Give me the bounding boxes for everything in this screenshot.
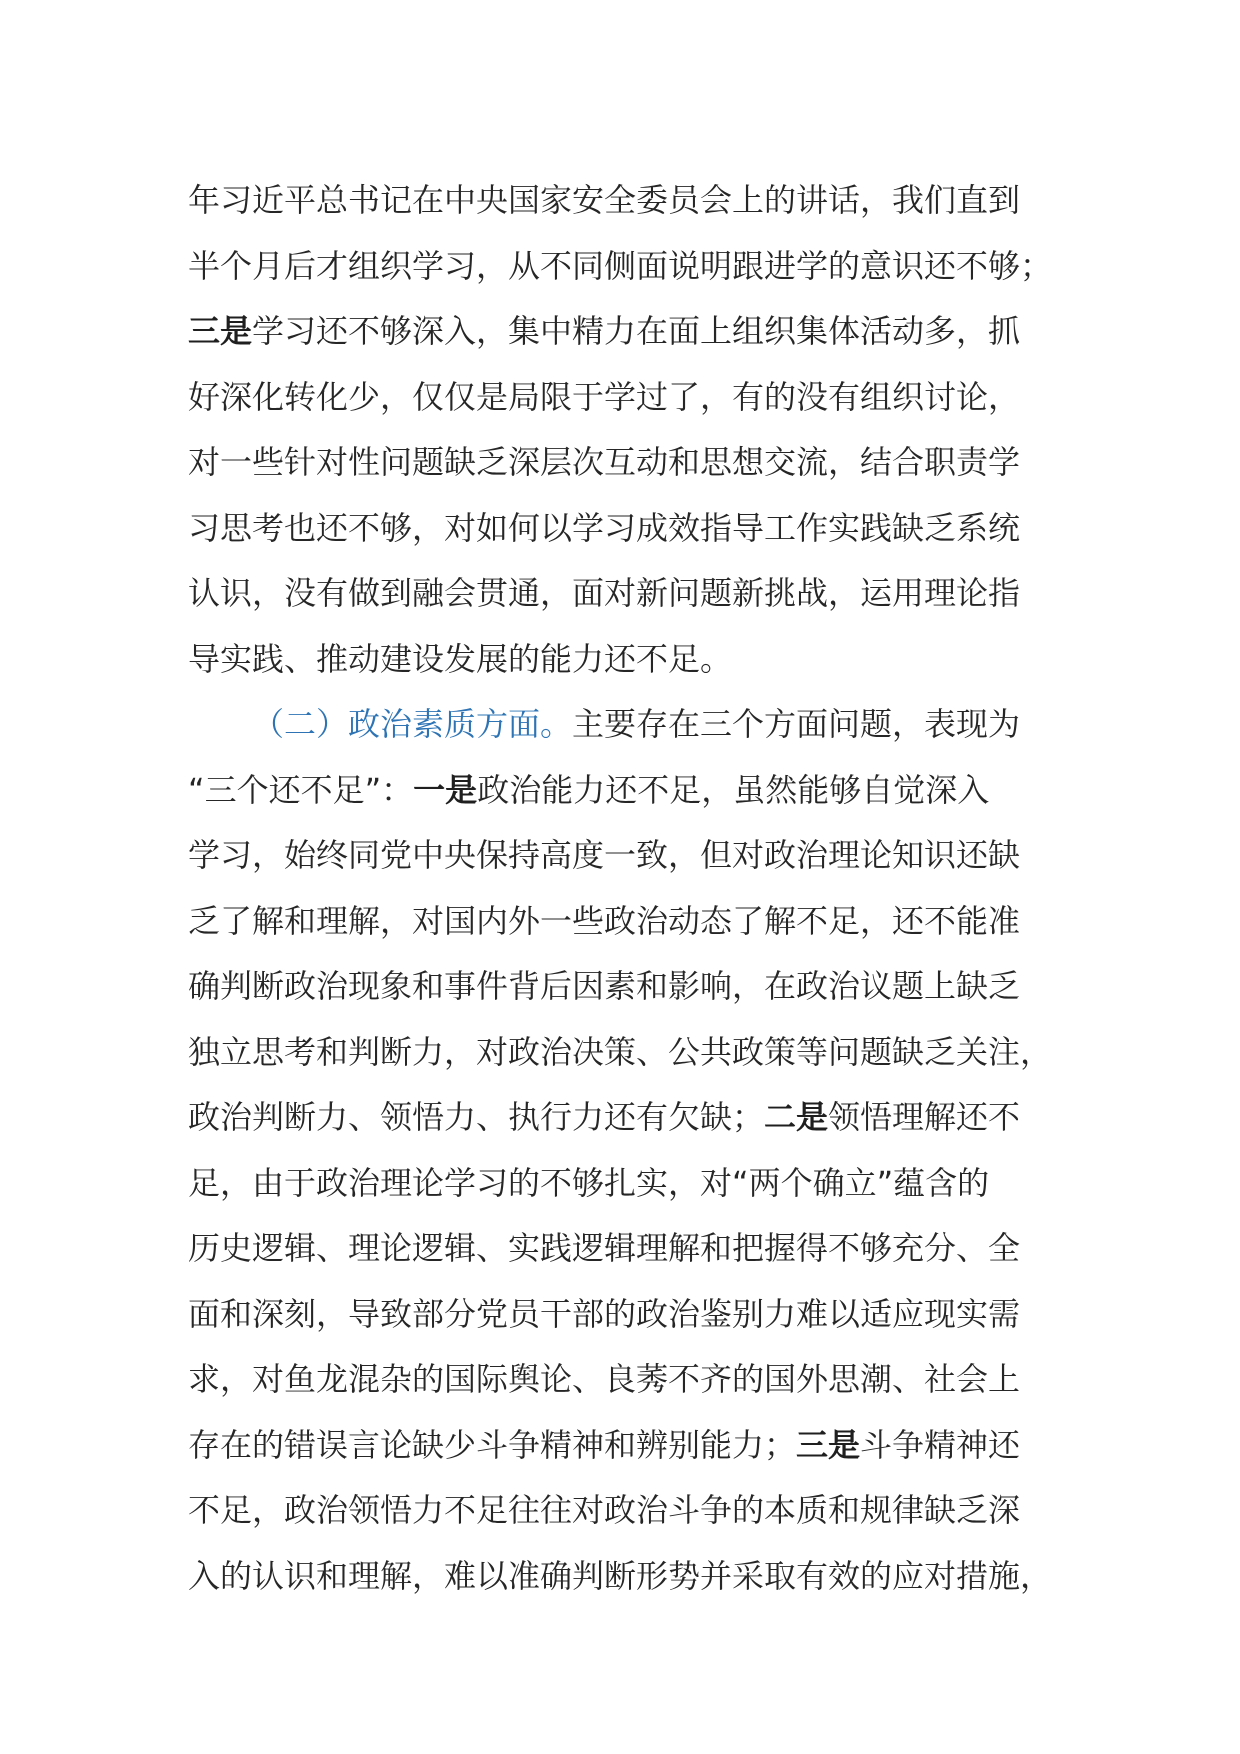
body-text: 独立思考和判断力，对政治决策、公共政策等问题缺乏关注， xyxy=(188,1032,1053,1071)
paragraph-line xyxy=(188,1085,1068,1151)
bold-ordinal-text: 三是 xyxy=(188,312,253,350)
body-text: 存在的错误言论缺少斗争精神和辨别能力； xyxy=(188,1425,797,1464)
body-text: 对一些针对性问题缺乏深层次互动和思想交流，结合职责学 xyxy=(188,443,1021,481)
paragraph-line xyxy=(188,496,1068,562)
paragraph-line xyxy=(188,1020,1068,1086)
paragraph-line xyxy=(188,234,1068,300)
paragraph-line xyxy=(188,1413,1068,1479)
paragraph-line xyxy=(188,561,1068,627)
section-heading-text: （二）政治素质方面。 xyxy=(252,705,573,743)
paragraph-line xyxy=(188,1282,1068,1348)
body-text: 面和深刻，导致部分党员干部的政治鉴别力难以适应现实需 xyxy=(188,1294,1021,1333)
paragraph-line xyxy=(188,299,1068,365)
body-text: 领悟理解还不 xyxy=(828,1098,1021,1136)
paragraph-line xyxy=(188,1544,1068,1610)
paragraph-line xyxy=(188,1478,1068,1544)
paragraph-line xyxy=(188,889,1068,955)
body-text: 好深化转化少，仅仅是局限于学过了，有的没有组织讨论， xyxy=(188,377,1021,416)
bold-ordinal-text: 三是 xyxy=(796,1425,861,1464)
body-text: 半个月后才组织学习，从不同侧面说明跟进学的意识还不够； xyxy=(188,246,1053,285)
body-text: 斗争精神还 xyxy=(860,1425,1021,1464)
paragraph-line xyxy=(188,954,1068,1020)
bold-ordinal-text: 一是 xyxy=(413,770,478,809)
body-text: 求，对鱼龙混杂的国际舆论、良莠不齐的国外思潮、社会上 xyxy=(188,1360,1021,1398)
body-text: 政治能力还不足，虽然能够自觉深入 xyxy=(477,770,990,809)
paragraph-line xyxy=(188,692,1068,758)
body-text: 年习近平总书记在中央国家安全委员会上的讲话，我们直到 xyxy=(188,181,1021,219)
body-text: 历史逻辑、理论逻辑、实践逻辑理解和把握得不够充分、全 xyxy=(188,1229,1021,1267)
paragraph-line xyxy=(188,758,1068,824)
body-text: 学习还不够深入，集中精力在面上组织集体活动多，抓 xyxy=(252,312,1021,350)
body-text: 导实践、推动建设发展的能力还不足。 xyxy=(188,639,733,678)
paragraph-line xyxy=(188,1347,1068,1413)
body-text: 主要存在三个方面问题，表现为 xyxy=(572,705,1021,743)
body-text: 认识，没有做到融会贯通，面对新问题新挑战，运用理论指 xyxy=(188,574,1021,612)
body-text: 足，由于政治理论学习的不够扎实，对“两个确立”蕴含的 xyxy=(188,1163,990,1202)
paragraph-line xyxy=(188,1216,1068,1282)
paragraph-line xyxy=(188,1151,1068,1217)
paragraph-line xyxy=(188,430,1068,496)
body-text: 乏了解和理解，对国内外一些政治动态了解不足，还不能准 xyxy=(188,901,1021,940)
paragraph-line xyxy=(188,627,1068,693)
body-text: 入的认识和理解，难以准确判断形势并采取有效的应对措施， xyxy=(188,1556,1053,1595)
paragraph-line xyxy=(188,823,1068,889)
bold-ordinal-text: 二是 xyxy=(764,1098,829,1136)
paragraph-line xyxy=(188,168,1068,234)
body-text: 确判断政治现象和事件背后因素和影响，在政治议题上缺乏 xyxy=(188,967,1021,1005)
document-body xyxy=(188,168,1068,1609)
body-text: “三个还不足”： xyxy=(188,770,414,809)
body-text: 学习，始终同党中央保持高度一致，但对政治理论知识还缺 xyxy=(188,836,1021,874)
body-text: 不足，政治领悟力不足往往对政治斗争的本质和规律缺乏深 xyxy=(188,1491,1021,1529)
body-text: 习思考也还不够，对如何以学习成效指导工作实践缺乏系统 xyxy=(188,508,1021,547)
body-text: 政治判断力、领悟力、执行力还有欠缺； xyxy=(188,1098,765,1136)
paragraph-line xyxy=(188,365,1068,431)
